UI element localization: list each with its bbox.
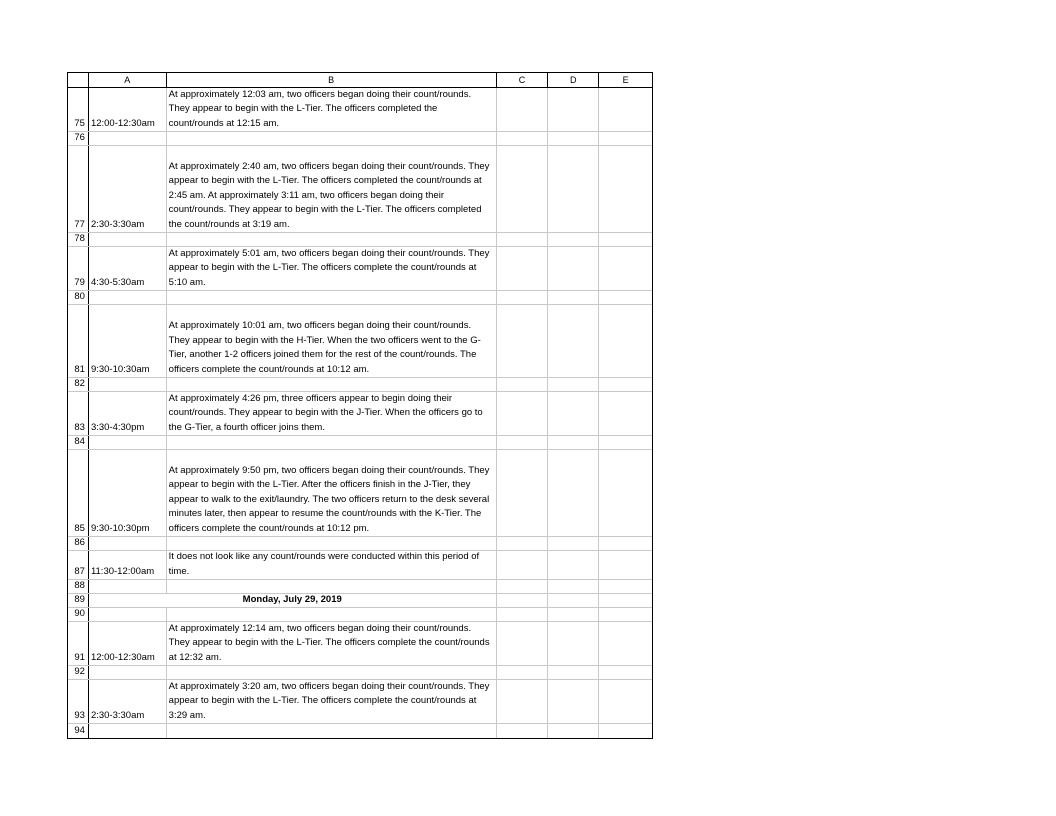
empty-cell-e[interactable]: [599, 132, 652, 145]
time-range-cell[interactable]: 4:30-5:30am: [89, 247, 167, 290]
empty-cell-c[interactable]: [497, 680, 549, 723]
empty-cell-c[interactable]: [497, 724, 549, 738]
row-number[interactable]: 76: [68, 132, 89, 145]
empty-cell-e[interactable]: [599, 622, 652, 665]
column-header-b[interactable]: B: [167, 73, 497, 87]
observation-cell[interactable]: At approximately 9:50 pm, two officers began doing their count/rounds. They appear to begin with the L-Tier. After the officers finish in the J-Tier, they appear to walk to the exit/laundry. The two officers return to the desk several minutes later, then appear to resume the count/rounds with the K-Tier. The officers complete the count/rounds at 10:12 pm.: [167, 450, 497, 536]
empty-cell-d[interactable]: [548, 305, 599, 377]
observation-cell[interactable]: At approximately 3:20 am, two officers began doing their count/rounds. They appear to begin with the L-Tier. The officers complete the count/rounds at 3:29 am.: [167, 680, 497, 723]
empty-cell-d[interactable]: [548, 666, 599, 679]
observation-cell[interactable]: [167, 233, 497, 246]
empty-cell-e[interactable]: [599, 436, 652, 449]
empty-cell-d[interactable]: [548, 680, 599, 723]
empty-cell-c[interactable]: [497, 608, 549, 621]
row-number[interactable]: 92: [68, 666, 89, 679]
table-row: [68, 88, 652, 132]
time-range-cell[interactable]: 12:00-12:30am: [89, 88, 167, 131]
time-range-cell[interactable]: 3:30-4:30pm: [89, 392, 167, 435]
empty-cell-c[interactable]: [497, 580, 549, 593]
empty-cell-c[interactable]: [497, 146, 549, 232]
table-row: [68, 132, 652, 146]
row-number[interactable]: 79: [68, 247, 89, 290]
row-number[interactable]: 91: [68, 622, 89, 665]
column-header-row: [68, 73, 652, 88]
observation-cell[interactable]: [167, 291, 497, 304]
observation-cell[interactable]: [167, 537, 497, 550]
time-range-cell[interactable]: [89, 608, 167, 621]
row-number[interactable]: 84: [68, 436, 89, 449]
row-number[interactable]: 87: [68, 551, 89, 579]
time-range-cell[interactable]: 11:30-12:00am: [89, 551, 167, 579]
time-range-cell[interactable]: [89, 436, 167, 449]
table-row: [68, 233, 652, 247]
empty-cell-d[interactable]: [548, 622, 599, 665]
row-number[interactable]: 88: [68, 580, 89, 593]
time-range-cell[interactable]: [89, 132, 167, 145]
time-range-cell[interactable]: 12:00-12:30am: [89, 622, 167, 665]
observation-cell[interactable]: [167, 378, 497, 391]
empty-cell-e[interactable]: [599, 146, 652, 232]
time-range-cell[interactable]: 9:30-10:30am: [89, 305, 167, 377]
row-number[interactable]: 82: [68, 378, 89, 391]
empty-cell-e[interactable]: [599, 305, 652, 377]
row-number[interactable]: 90: [68, 608, 89, 621]
empty-cell-e[interactable]: [599, 247, 652, 290]
table-row: [68, 146, 652, 233]
empty-cell-c[interactable]: [497, 551, 549, 579]
time-range-cell[interactable]: [89, 537, 167, 550]
empty-cell-c[interactable]: [497, 305, 549, 377]
empty-cell-e[interactable]: [599, 233, 652, 246]
empty-cell-e[interactable]: [599, 291, 652, 304]
observation-cell[interactable]: [167, 580, 497, 593]
row-number[interactable]: 83: [68, 392, 89, 435]
table-row: [68, 392, 652, 436]
sheet-rows: [68, 88, 652, 738]
observation-cell[interactable]: [167, 436, 497, 449]
row-number[interactable]: 89: [68, 594, 89, 607]
empty-cell-e[interactable]: [599, 724, 652, 738]
empty-cell-d[interactable]: [548, 392, 599, 435]
column-header-d[interactable]: D: [548, 73, 599, 87]
observation-cell[interactable]: It does not look like any count/rounds were conducted within this period of time.: [167, 551, 497, 579]
empty-cell-c[interactable]: [497, 666, 549, 679]
empty-cell-d[interactable]: [548, 146, 599, 232]
empty-cell-d[interactable]: [548, 450, 599, 536]
empty-cell-e[interactable]: [599, 594, 652, 607]
spreadsheet: [67, 72, 653, 739]
observation-cell[interactable]: At approximately 2:40 am, two officers began doing their count/rounds. They appear to begin with the L-Tier. The officers completed the count/rounds at 2:45 am. At approximately 3:11 am, two officers began doing their count/rounds. They appear to begin with the L-Tier. The officers completed the count/rounds at 3:19 am.: [167, 146, 497, 232]
empty-cell-c[interactable]: [497, 247, 549, 290]
row-number[interactable]: 94: [68, 724, 89, 738]
empty-cell-c[interactable]: [497, 378, 549, 391]
empty-cell-d[interactable]: [548, 247, 599, 290]
empty-cell-e[interactable]: [599, 680, 652, 723]
observation-cell[interactable]: At approximately 10:01 am, two officers began doing their count/rounds. They appear to begin with the H-Tier. When the two officers went to the G-Tier, another 1-2 officers joined them for the rest of the count/rounds. The officers complete the count/rounds at 10:12 am.: [167, 305, 497, 377]
empty-cell-d[interactable]: [548, 580, 599, 593]
empty-cell-e[interactable]: [599, 608, 652, 621]
table-row: [68, 680, 652, 724]
row-number[interactable]: 80: [68, 291, 89, 304]
empty-cell-d[interactable]: [548, 537, 599, 550]
empty-cell-c[interactable]: [497, 291, 549, 304]
empty-cell-e[interactable]: [599, 537, 652, 550]
observation-cell[interactable]: [167, 724, 497, 738]
empty-cell-c[interactable]: [497, 622, 549, 665]
empty-cell-e[interactable]: [599, 580, 652, 593]
row-number[interactable]: 93: [68, 680, 89, 723]
empty-cell-c[interactable]: [497, 392, 549, 435]
observation-cell[interactable]: [167, 608, 497, 621]
time-range-cell[interactable]: 2:30-3:30am: [89, 146, 167, 232]
time-range-cell[interactable]: [89, 580, 167, 593]
empty-cell-c[interactable]: [497, 436, 549, 449]
empty-cell-c[interactable]: [497, 450, 549, 536]
column-header-c[interactable]: C: [497, 73, 549, 87]
empty-cell-d[interactable]: [548, 551, 599, 579]
empty-cell-c[interactable]: [497, 132, 549, 145]
empty-cell-e[interactable]: [599, 88, 652, 131]
empty-cell-e[interactable]: [599, 378, 652, 391]
table-row: [68, 436, 652, 450]
table-row: [68, 580, 652, 594]
time-range-cell[interactable]: 2:30-3:30am: [89, 680, 167, 723]
table-row: [68, 622, 652, 666]
date-heading-cell[interactable]: Monday, July 29, 2019: [89, 594, 497, 607]
empty-cell-e[interactable]: [599, 666, 652, 679]
empty-cell-d[interactable]: [548, 594, 599, 607]
observation-cell[interactable]: [167, 132, 497, 145]
time-range-cell[interactable]: [89, 291, 167, 304]
empty-cell-d[interactable]: [548, 436, 599, 449]
observation-cell[interactable]: At approximately 5:01 am, two officers began doing their count/rounds. They appear to begin with the L-Tier. The officers complete the count/rounds at 5:10 am.: [167, 247, 497, 290]
row-number[interactable]: 81: [68, 305, 89, 377]
empty-cell-d[interactable]: [548, 291, 599, 304]
observation-cell[interactable]: At approximately 12:03 am, two officers began doing their count/rounds. They appear to begin with the L-Tier. The officers completed the count/rounds at 12:15 am.: [167, 88, 497, 131]
observation-cell[interactable]: [167, 666, 497, 679]
time-range-cell[interactable]: [89, 378, 167, 391]
table-row: [68, 608, 652, 622]
corner-cell[interactable]: [68, 73, 89, 87]
time-range-cell[interactable]: [89, 233, 167, 246]
table-row: [68, 450, 652, 537]
table-row: [68, 291, 652, 305]
table-row: [68, 378, 652, 392]
table-row: [68, 305, 652, 378]
time-range-cell[interactable]: [89, 724, 167, 738]
time-range-cell[interactable]: 9:30-10:30pm: [89, 450, 167, 536]
row-number[interactable]: 85: [68, 450, 89, 536]
empty-cell-c[interactable]: [497, 537, 549, 550]
row-number[interactable]: 86: [68, 537, 89, 550]
table-row: [68, 537, 652, 551]
empty-cell-d[interactable]: [548, 724, 599, 738]
column-header-e[interactable]: E: [622, 75, 629, 85]
table-row: [68, 666, 652, 680]
empty-cell-d[interactable]: [548, 378, 599, 391]
column-header-a[interactable]: A: [89, 73, 167, 87]
empty-cell-d[interactable]: [548, 132, 599, 145]
table-row: [68, 594, 652, 608]
row-number[interactable]: 78: [68, 233, 89, 246]
empty-cell-d[interactable]: [548, 233, 599, 246]
empty-cell-e[interactable]: [599, 551, 652, 579]
empty-cell-d[interactable]: [548, 88, 599, 131]
observation-cell[interactable]: At approximately 4:26 pm, three officers appear to begin doing their count/rounds. They appear to begin with the J-Tier. When the officers go to the G-Tier, a fourth officer joins them.: [167, 392, 497, 435]
empty-cell-c[interactable]: [497, 594, 549, 607]
observation-cell[interactable]: At approximately 12:14 am, two officers began doing their count/rounds. They appear to begin with the L-Tier. The officers complete the count/rounds at 12:32 am.: [167, 622, 497, 665]
empty-cell-c[interactable]: [497, 233, 549, 246]
table-row: [68, 724, 652, 738]
row-number[interactable]: 75: [68, 88, 89, 131]
table-row: [68, 247, 652, 291]
empty-cell-d[interactable]: [548, 608, 599, 621]
table-row: [68, 551, 652, 580]
empty-cell-e[interactable]: [599, 392, 652, 435]
empty-cell-e[interactable]: [599, 450, 652, 536]
time-range-cell[interactable]: [89, 666, 167, 679]
row-number[interactable]: 77: [68, 146, 89, 232]
empty-cell-c[interactable]: [497, 88, 549, 131]
